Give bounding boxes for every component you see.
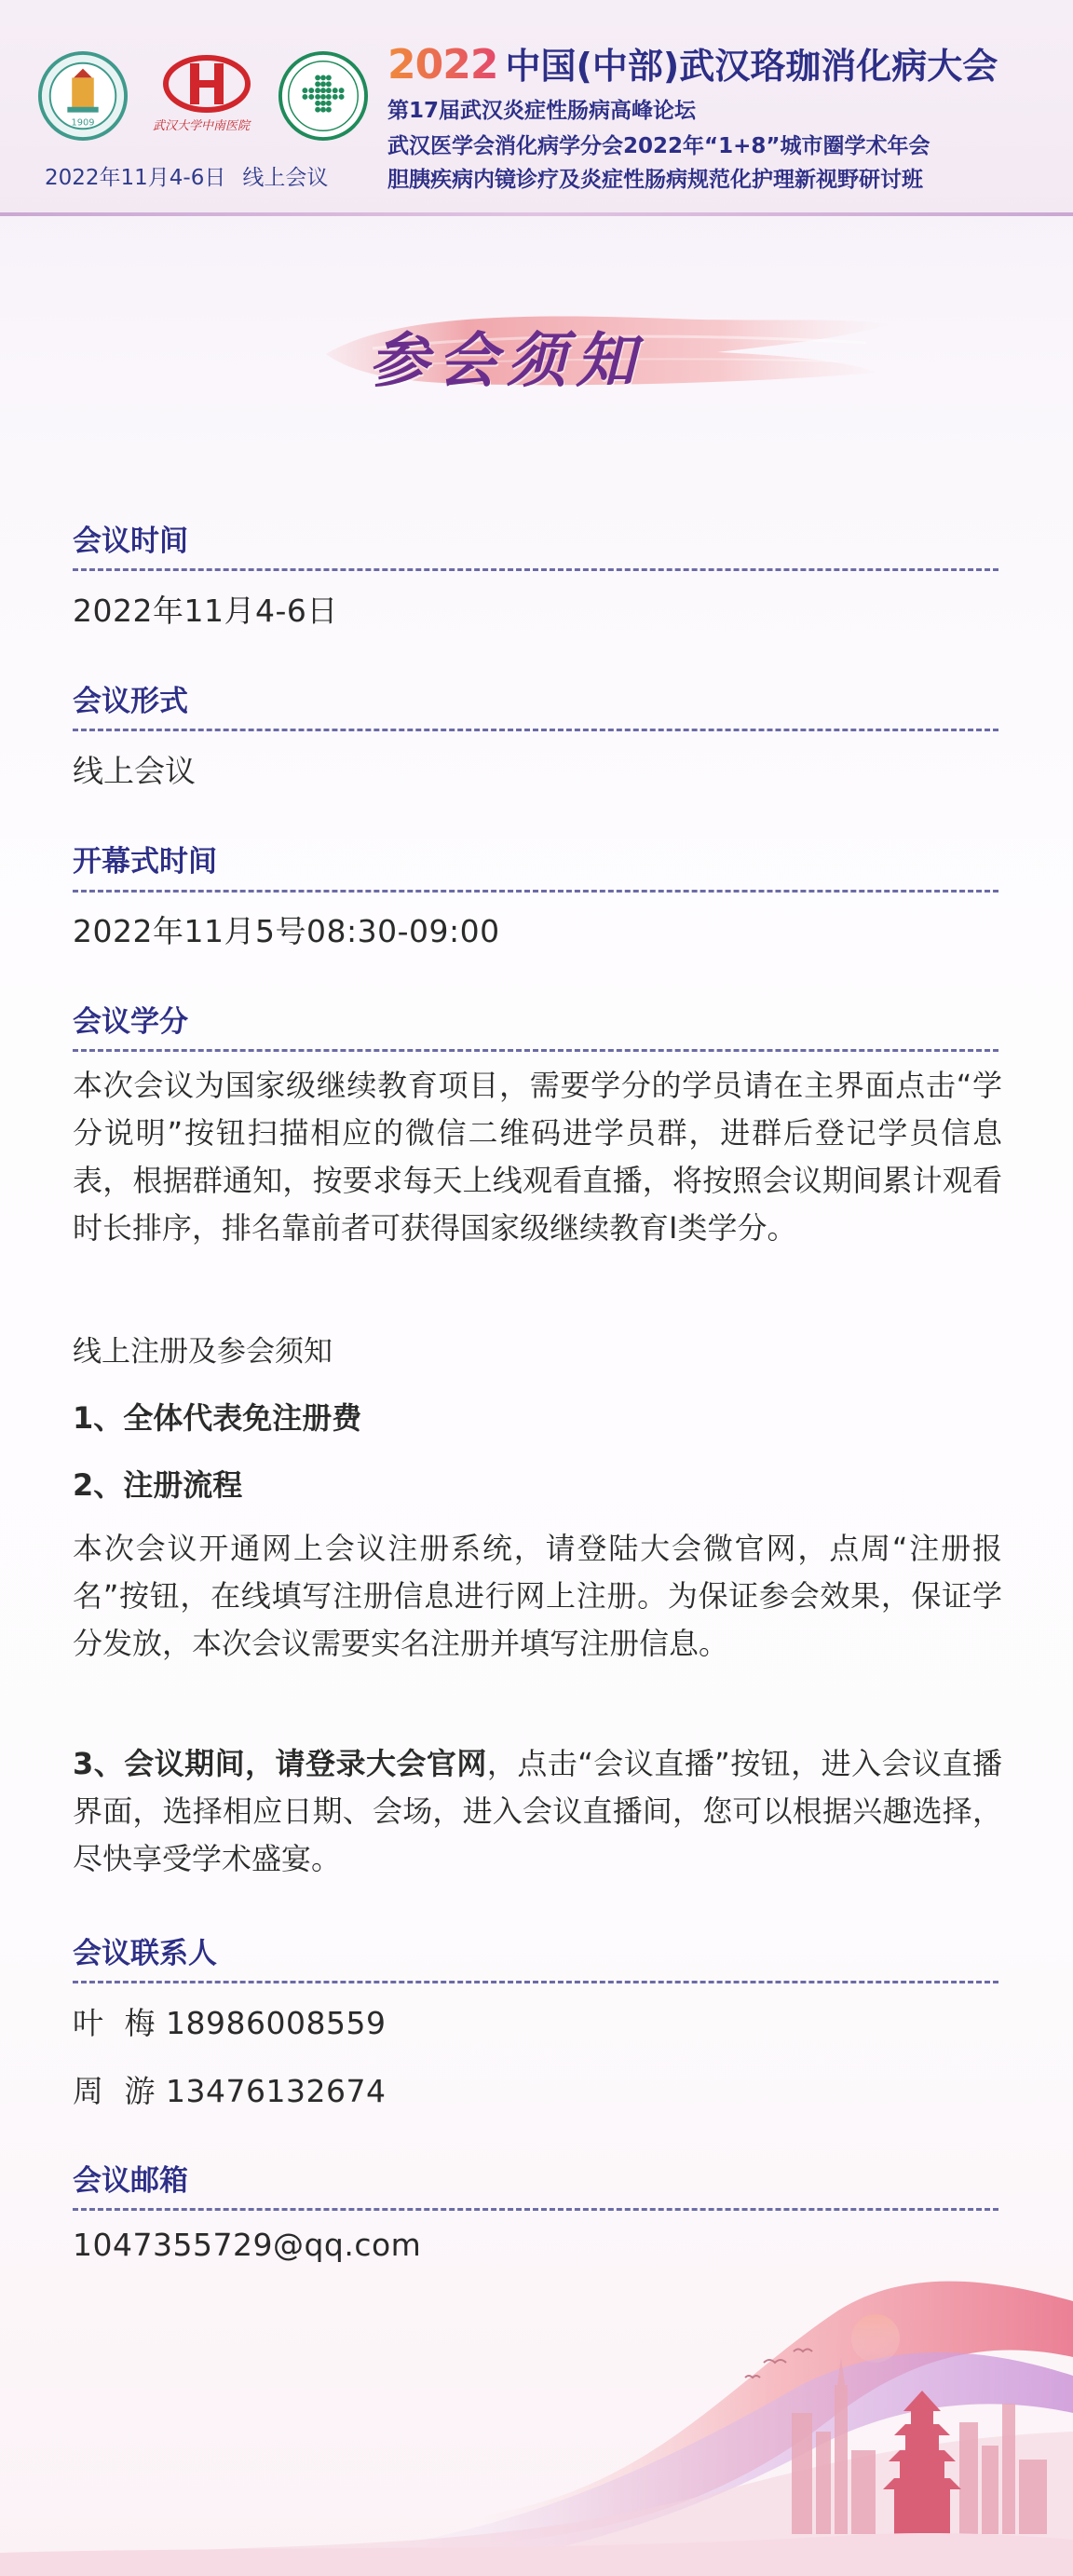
society-logo <box>278 50 369 142</box>
page-title: 参会须知 <box>369 326 645 396</box>
register-item-3-paragraph <box>73 1740 1002 1883</box>
conference-name: 中国(中部)武汉珞珈消化病大会 <box>505 46 998 87</box>
contact-phone[interactable]: 13476132674 <box>165 2073 387 2109</box>
section-divider <box>73 729 998 731</box>
section-divider <box>73 2208 998 2211</box>
register-process-paragraph: 本次会议开通网上会议注册系统，请登陆大会微官网，点周“注册报名”按钮，在线填写注册信息进行网上注册。为保证参会效果，保证学分发放，本次会议需要实名注册并填写注册信息。 <box>73 1531 1002 1661</box>
section-title-contacts: 会议联系人 <box>73 1937 217 1970</box>
register-item-2: 2、注册流程 <box>73 1467 243 1503</box>
header-date-line <box>45 160 328 191</box>
section-divider <box>73 1049 998 1052</box>
section-title-credits: 会议学分 <box>73 1005 188 1039</box>
contact-phone[interactable]: 18986008559 <box>165 2005 387 2041</box>
city-skyline-decoration <box>0 2273 1073 2576</box>
logo-a-year: 1909 <box>71 117 95 129</box>
contact-item <box>73 2067 386 2111</box>
section-title-email: 会议邮箱 <box>73 2164 188 2198</box>
opening-time-value: 2022年11月5号08:30-09:00 <box>73 913 500 949</box>
subtitle-2: 武汉医学会消化病学分会2022年“1+8”城市圈学术年会 <box>387 134 930 158</box>
section-divider <box>73 890 998 893</box>
header-date: 2022年11月4-6日 <box>45 166 226 190</box>
subtitle-3: 胆胰疾病内镜诊疗及炎症性肠病规范化护理新视野研讨班 <box>387 168 923 192</box>
credits-paragraph: 本次会议为国家级继续教育项目，需要学分的学员请在主界面点击“学分说明”按钮扫描相应的微信二维码进学员群，进群后登记学员信息表，根据群通知，按要求每天上线观看直播，将按照会议期间累计观看时长排序，排名靠前者可获得国家级继续教育I类学分。 <box>73 1068 1002 1246</box>
register-intro: 线上注册及参会须知 <box>73 1335 333 1369</box>
section-divider <box>73 1981 998 1983</box>
section-title-opening: 开幕式时间 <box>73 845 217 879</box>
register-item-3-text: ，点击“会议直播”按钮，进入会议直播界面，选择相应日期、会场，进入会议直播间，您可以根据兴趣选择，尽快享受学术盛宴。 <box>73 1746 1002 1876</box>
contact-name: 周 游 <box>73 2073 156 2109</box>
medical-association-logo <box>37 50 129 142</box>
email-link[interactable]: 1047355729@qq.com <box>73 2227 422 2263</box>
conference-year: 2022 <box>387 41 498 89</box>
contact-item <box>73 1999 386 2043</box>
section-title-format: 会议形式 <box>73 685 188 718</box>
hospital-name: 武汉大学中南医院 <box>153 119 251 133</box>
subtitle-1: 第17届武汉炎症性肠病高峰论坛 <box>387 99 697 123</box>
section-divider <box>73 568 998 571</box>
register-item-1: 1、全体代表免注册费 <box>73 1400 362 1436</box>
register-item-3-lead: 3、会议期间，请登录大会官网 <box>73 1746 487 1781</box>
meeting-time-value: 2022年11月4-6日 <box>73 593 338 629</box>
meeting-format-value: 线上会议 <box>73 753 196 789</box>
header-banner <box>0 0 1073 216</box>
section-title-time: 会议时间 <box>73 525 188 558</box>
contact-name: 叶 梅 <box>73 2005 156 2041</box>
conference-title <box>387 37 998 89</box>
header-mode: 线上会议 <box>242 166 329 190</box>
header-divider <box>0 212 1073 216</box>
